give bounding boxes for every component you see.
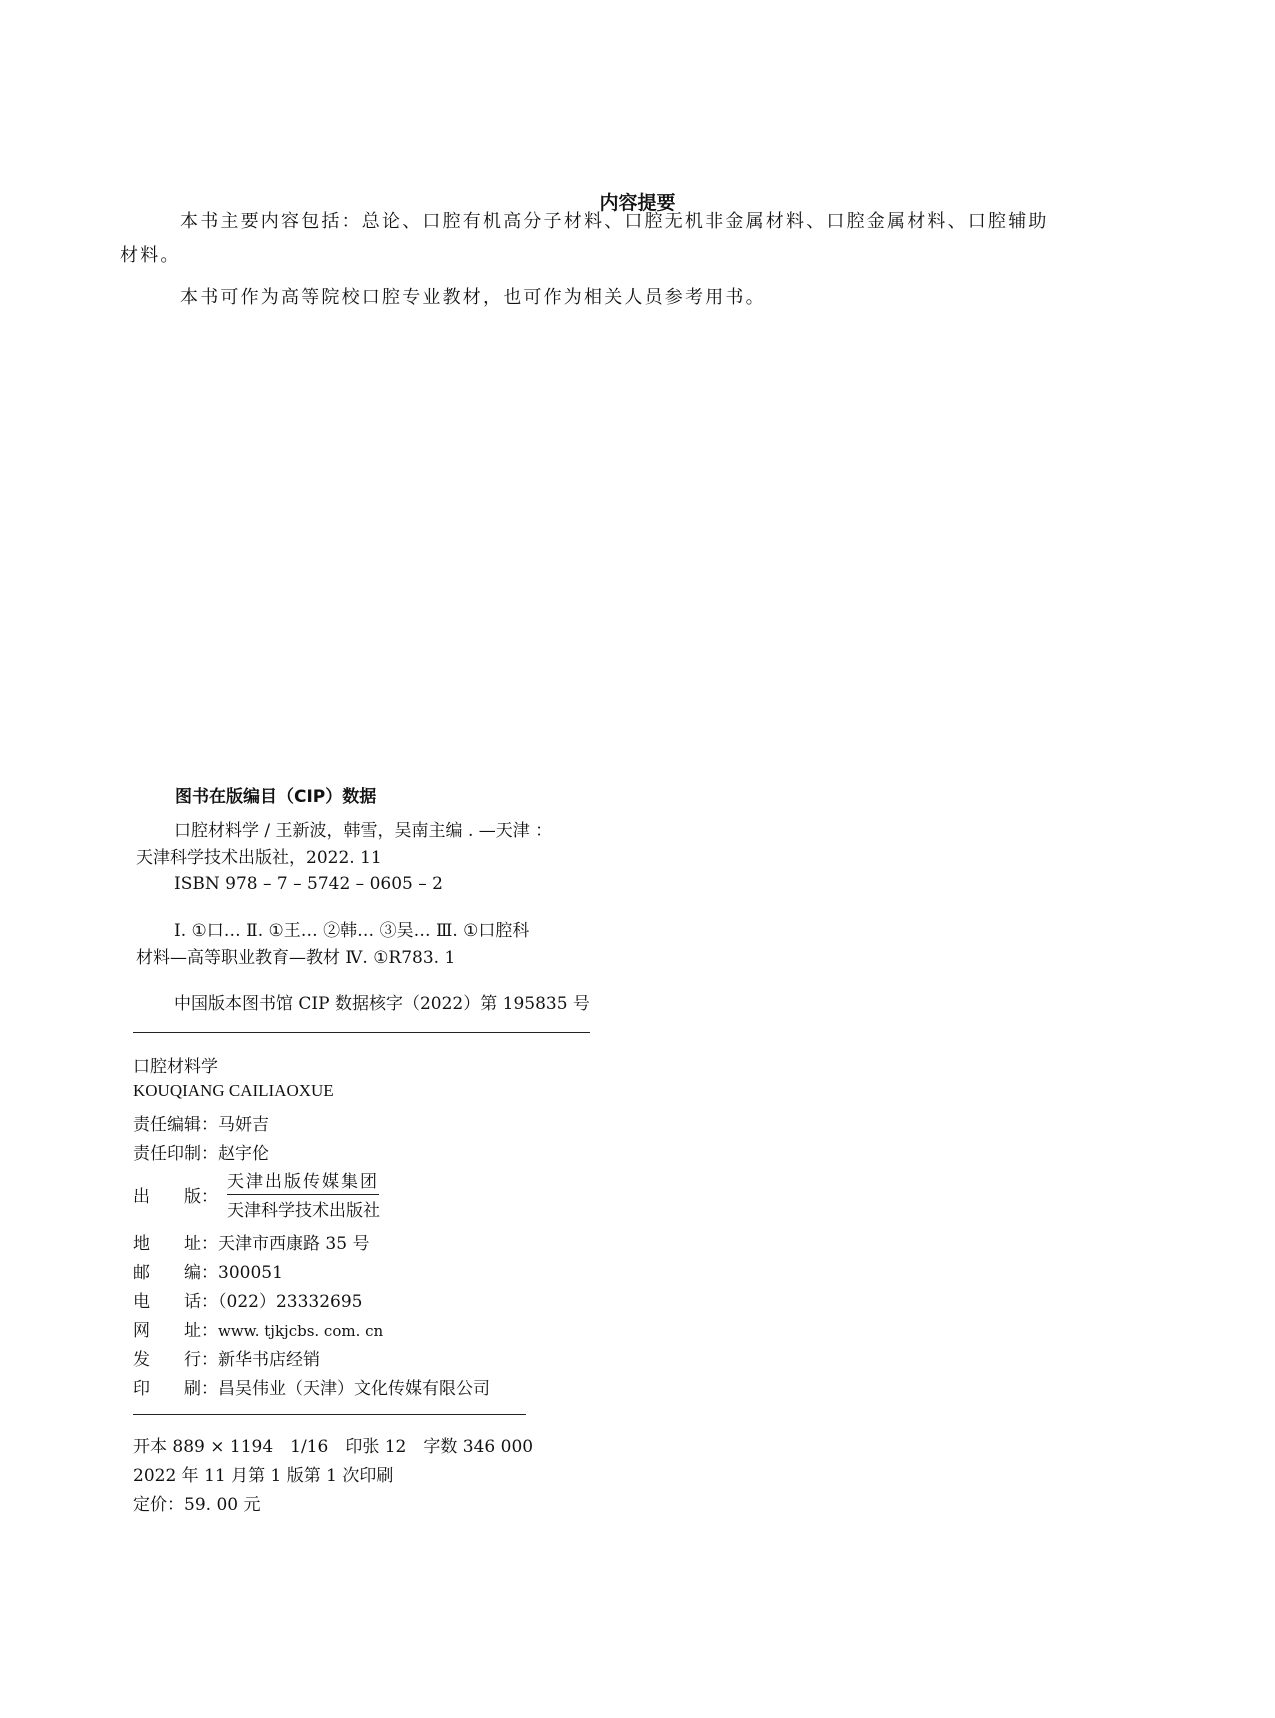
printing-supervisor-label: 责任印制： [133, 1144, 218, 1164]
printing-supervisor-value: 赵宇伦 [218, 1144, 269, 1164]
publisher-group [227, 1167, 379, 1195]
summary-paragraph-2: 本书可作为高等院校口腔专业教材，也可作为相关人员参考用书。 [180, 287, 766, 308]
price: 定价：59. 00 元 [133, 1495, 261, 1515]
website-value: www. tjkjcbs. com. cn [218, 1322, 384, 1340]
book-title-cn: 口腔材料学 [133, 1057, 218, 1077]
address-value: 天津市西康路 35 号 [218, 1234, 370, 1254]
cip-classification-line-1: Ⅰ. ①口… Ⅱ. ①王… ②韩… ③吴… Ⅲ. ①口腔科 [174, 921, 530, 941]
divider-bottom [133, 1414, 526, 1415]
address-label: 地 址： [133, 1234, 218, 1254]
editor-label: 责任编辑： [133, 1115, 218, 1135]
printer-value: 昌吴伟业（天津）文化传媒有限公司 [218, 1379, 490, 1399]
printer-row [133, 1374, 490, 1399]
postcode-row [133, 1258, 283, 1283]
publisher-label: 出 版： [133, 1187, 218, 1207]
publisher-group-value: 天津出版传媒集团 [227, 1167, 379, 1195]
postcode-value: 300051 [218, 1263, 283, 1283]
format-specs: 开本 889 × 1194 1/16 印张 12 字数 346 000 [133, 1437, 534, 1457]
cip-classification-line-2: 材料—高等职业教育—教材 Ⅳ. ①R783. 1 [136, 948, 456, 968]
summary-paragraph-1-line-1: 本书主要内容包括：总论、口腔有机高分子材料、口腔无机非金属材料、口腔金属材料、口腔辅助 [180, 211, 1049, 232]
editor-row [133, 1110, 269, 1135]
distribution-row [133, 1345, 320, 1370]
summary-paragraph-1-line-2: 材料。 [120, 245, 181, 266]
website-row [133, 1316, 383, 1341]
edition-info: 2022 年 11 月第 1 版第 1 次印刷 [133, 1466, 394, 1486]
cip-heading: 图书在版编目（CIP）数据 [175, 787, 377, 807]
printing-supervisor-row [133, 1139, 269, 1164]
cip-record-number: 中国版本图书馆 CIP 数据核字（2022）第 195835 号 [174, 994, 590, 1014]
postcode-label: 邮 编： [133, 1263, 218, 1283]
summary-title: 内容提要 [599, 192, 676, 214]
distribution-label: 发 行： [133, 1350, 218, 1370]
cip-line-1: 口腔材料学 / 王新波，韩雪，吴南主编 . —天津 ： [174, 821, 553, 841]
website-label: 网 址： [133, 1321, 218, 1341]
phone-row [133, 1287, 362, 1312]
address-row [133, 1229, 369, 1254]
divider-top [133, 1032, 590, 1033]
cip-isbn: ISBN 978 – 7 – 5742 – 0605 – 2 [174, 874, 443, 894]
publisher-value: 天津科学技术出版社 [227, 1201, 380, 1221]
distribution-value: 新华书店经销 [218, 1350, 320, 1370]
printer-label: 印 刷： [133, 1379, 218, 1399]
cip-line-2: 天津科学技术出版社，2022. 11 [136, 848, 382, 868]
book-title-pinyin: KOUQIANG CAILIAOXUE [133, 1081, 334, 1100]
editor-value: 马妍吉 [218, 1115, 269, 1135]
phone-value: （022）23332695 [218, 1292, 363, 1312]
phone-label: 电 话： [133, 1292, 218, 1312]
